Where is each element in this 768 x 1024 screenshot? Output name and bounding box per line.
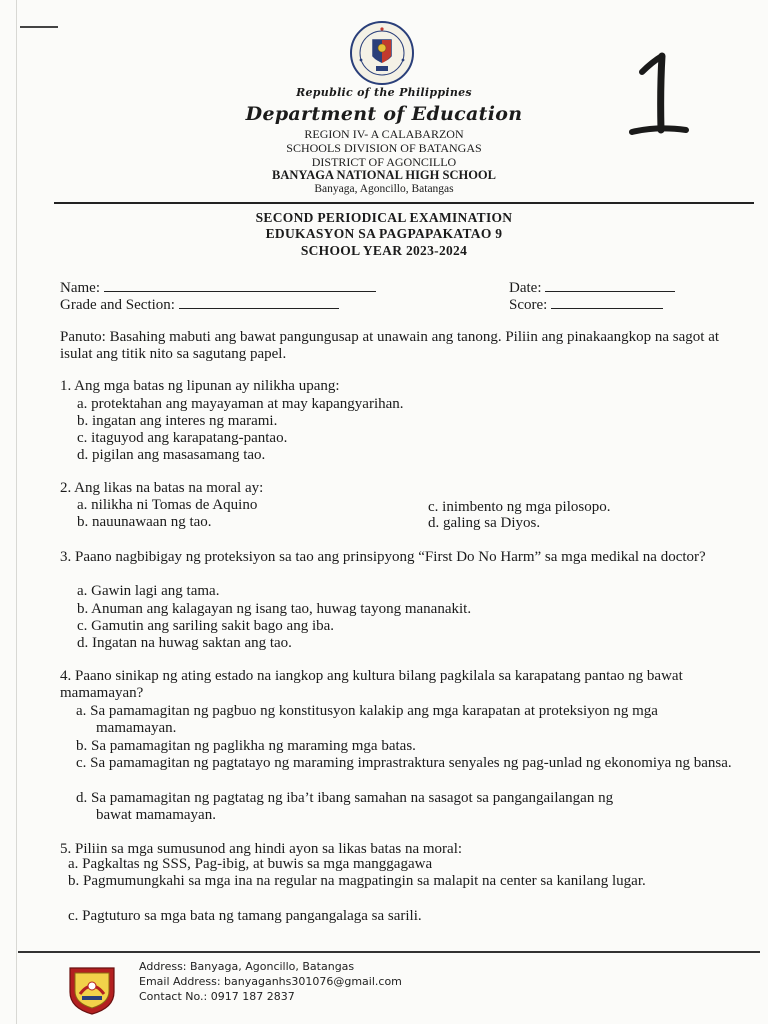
question-5-stem: 5. Piliin sa mga sumusunod ang hindi ayon sa likas batas na moral: bbox=[60, 841, 463, 857]
question-4-option-d: d. Sa pamamagitan ng pagtatag ng iba’t ibang samahan na sasagot sa pangangailangan ng bawat mamamayan. bbox=[76, 790, 614, 823]
question-2-option-a: a. nilikha ni Tomas de Aquino bbox=[77, 497, 258, 513]
top-left-mark bbox=[20, 26, 58, 28]
score-blank bbox=[551, 295, 663, 309]
question-3-stem: 3. Paano nagbibigay ng proteksiyon sa tao ang prinsipyong “First Do No Harm” sa mga medikal na doctor? bbox=[60, 549, 706, 565]
footer-rule bbox=[18, 951, 760, 953]
question-1-option-a: a. protektahan ang mayayaman at may kapangyarihan. bbox=[77, 396, 404, 412]
footer-email: Email Address: banyaganhs301076@gmail.com bbox=[139, 975, 402, 988]
score-field bbox=[509, 295, 663, 314]
question-3-option-c: c. Gamutin ang sariling sakit bago ang iba. bbox=[77, 618, 335, 634]
question-5-option-c: c. Pagtuturo sa mga bata ng tamang pangangalaga sa sarili. bbox=[68, 908, 422, 924]
question-2-option-b: b. nauunawaan ng tao. bbox=[77, 514, 212, 530]
school-location: Banyaga, Agoncillo, Batangas bbox=[314, 183, 454, 195]
question-3-option-b: b. Anuman ang kalagayan ng isang tao, huwag tayong mananakit. bbox=[77, 601, 472, 617]
school-name: BANYAGA NATIONAL HIGH SCHOOL bbox=[271, 168, 496, 182]
grade-section-field bbox=[60, 295, 339, 314]
question-4-option-c: c. Sa pamamagitan ng pagtatayo ng maraming imprastraktura senyales ng pag-unlad ng ekonomiya ng bansa. bbox=[76, 755, 732, 771]
question-4-option-b: b. Sa pamamagitan ng paglikha ng maraming mga batas. bbox=[76, 738, 416, 754]
grade-section-blank bbox=[179, 295, 339, 309]
name-blank bbox=[104, 278, 376, 292]
date-label: Date: bbox=[509, 280, 542, 296]
question-2-option-d: d. galing sa Diyos. bbox=[428, 515, 541, 531]
district-line: DISTRICT OF AGONCILLO bbox=[311, 155, 457, 169]
exam-title: SECOND PERIODICAL EXAMINATION bbox=[255, 210, 513, 225]
name-label: Name: bbox=[60, 280, 100, 296]
question-5-option-b: b. Pagmumungkahi sa mga ina na regular na magpatingin sa malapit na center sa kanilang lugar. bbox=[68, 873, 646, 889]
score-label: Score: bbox=[509, 297, 548, 313]
header-rule bbox=[54, 202, 754, 204]
region-line: REGION IV- A CALABARZON bbox=[304, 127, 464, 141]
question-1-option-b: b. ingatan ang interes ng marami. bbox=[77, 413, 278, 429]
republic-heading: Republic of the Philippines bbox=[296, 86, 472, 99]
handwritten-number-one bbox=[622, 50, 692, 140]
instructions: Panuto: Basahing mabuti ang bawat pangungusap at unawain ang tanong. Piliin ang pinakaangkop na sagot at isulat ang titik nito sa sagutang papel. bbox=[60, 329, 720, 362]
question-2-stem: 2. Ang likas na batas na moral ay: bbox=[60, 480, 264, 496]
grade-section-label: Grade and Section: bbox=[60, 297, 175, 313]
school-year: SCHOOL YEAR 2023-2024 bbox=[300, 243, 468, 258]
question-4-stem: 4. Paano sinikap ng ating estado na iangkop ang kultura bilang pagkilala sa karapatang pantao ng bawat mamamayan? bbox=[60, 668, 683, 701]
division-line: SCHOOLS DIVISION OF BATANGAS bbox=[286, 141, 482, 155]
question-3-option-d: d. Ingatan na huwag saktan ang tao. bbox=[77, 635, 292, 651]
school-logo-icon bbox=[64, 962, 120, 1016]
date-blank bbox=[545, 278, 675, 292]
deped-heading: Department of Education bbox=[245, 103, 523, 125]
deped-seal-icon bbox=[347, 20, 417, 86]
question-1-option-c: c. itaguyod ang karapatang-pantao. bbox=[77, 430, 288, 446]
question-2-option-c: c. inimbento ng mga pilosopo. bbox=[428, 499, 611, 515]
footer-address: Address: Banyaga, Agoncillo, Batangas bbox=[139, 960, 355, 973]
question-4-option-a: a. Sa pamamagitan ng pagbuo ng konstitusyon kalakip ang mga karapatan at proteksiyon ng mga mamamayan. bbox=[76, 703, 658, 736]
question-1-option-d: d. pigilan ang masasamang tao. bbox=[77, 447, 266, 463]
exam-subject: EDUKASYON SA PAGPAPAKATAO 9 bbox=[265, 226, 503, 241]
question-3-option-a: a. Gawin lagi ang tama. bbox=[77, 583, 220, 599]
footer-contact: Contact No.: 0917 187 2837 bbox=[139, 990, 295, 1003]
question-5-option-a: a. Pagkaltas ng SSS, Pag-ibig, at buwis sa mga manggagawa bbox=[68, 856, 433, 872]
question-1-stem: 1. Ang mga batas ng lipunan ay nilikha upang: bbox=[60, 378, 340, 394]
